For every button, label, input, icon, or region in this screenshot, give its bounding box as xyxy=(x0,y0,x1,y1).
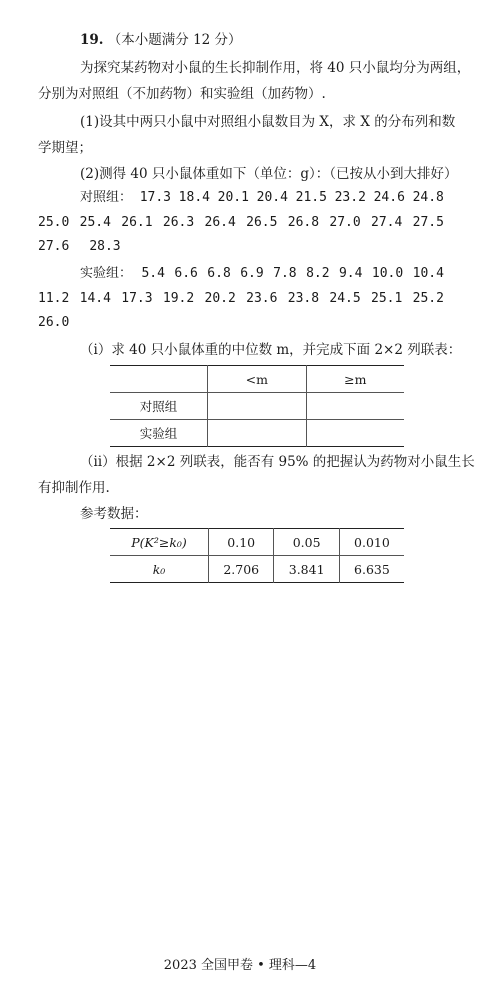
control-value: 18.4 xyxy=(178,190,210,205)
experiment-value: 26.0 xyxy=(38,315,70,330)
control-value: 21.5 xyxy=(295,190,327,205)
control-value: 17.3 xyxy=(139,190,171,205)
experiment-value: 9.4 xyxy=(338,266,363,281)
control-value: 26.1 xyxy=(121,215,153,230)
experiment-value: 10.4 xyxy=(412,266,444,281)
experiment-value: 25.2 xyxy=(412,291,444,306)
intro-line-1: 为探究某药物对小鼠的生长抑制作用，将 40 只小鼠均分为两组， xyxy=(80,60,471,76)
control-value: 27.6 xyxy=(38,239,70,254)
experiment-row-3 xyxy=(38,313,444,333)
table-cell: 0.05 xyxy=(274,529,339,556)
table-cell: 0.10 xyxy=(209,529,274,556)
table-cell: P(K²≥k₀) xyxy=(131,534,187,550)
control-value: 24.8 xyxy=(412,190,444,205)
control-value: 28.3 xyxy=(89,239,121,254)
experiment-value: 6.6 xyxy=(174,266,198,281)
table-cell xyxy=(208,420,306,447)
row-label-experiment: 实验组 xyxy=(110,420,208,447)
table-row xyxy=(110,529,404,556)
control-label: 对照组： xyxy=(80,190,133,205)
control-value: 20.1 xyxy=(217,190,249,205)
page-footer: 2023 全国甲卷 • 理科—4 xyxy=(163,958,317,973)
control-value: 25.4 xyxy=(79,215,111,230)
control-value: 26.4 xyxy=(204,215,236,230)
experiment-value: 23.8 xyxy=(287,291,320,306)
control-value: 27.5 xyxy=(412,215,444,230)
problem-number: 19. xyxy=(80,32,104,48)
table-header-row xyxy=(110,366,404,393)
table-cell xyxy=(110,366,208,393)
problem-header xyxy=(80,30,242,50)
experiment-label: 实验组： xyxy=(80,266,133,281)
table-cell xyxy=(306,393,404,420)
control-value: 26.8 xyxy=(287,215,320,230)
control-value: 26.3 xyxy=(162,215,195,230)
experiment-value: 23.6 xyxy=(246,291,278,306)
sub-question-i: （ⅰ）求 40 只小鼠体重的中位数 m，并完成下面 2×2 列联表： xyxy=(80,342,462,358)
experiment-value: 10.0 xyxy=(371,266,404,281)
experiment-value: 7.8 xyxy=(273,266,297,281)
control-row-2 xyxy=(38,213,444,233)
question-1-line-1: (1)设其中两只小鼠中对照组小鼠数目为 X，求 X 的分布列和数 xyxy=(80,114,456,130)
experiment-value: 6.8 xyxy=(207,266,231,281)
reference-table xyxy=(110,528,404,583)
experiment-value: 19.2 xyxy=(162,291,195,306)
control-row-1 xyxy=(80,188,444,208)
experiment-value: 6.9 xyxy=(240,266,264,281)
table-cell: 6.635 xyxy=(339,556,404,583)
control-value: 20.4 xyxy=(256,190,288,205)
experiment-value: 11.2 xyxy=(38,291,70,306)
control-value: 24.6 xyxy=(373,190,405,205)
sub-question-ii-line-1: （ⅱ）根据 2×2 列联表，能否有 95% 的把握认为药物对小鼠生长 xyxy=(80,454,475,470)
contingency-table xyxy=(110,365,404,447)
control-value: 25.0 xyxy=(38,215,70,230)
experiment-value: 20.2 xyxy=(204,291,236,306)
experiment-row-2 xyxy=(38,289,444,309)
experiment-value: 24.5 xyxy=(329,291,361,306)
intro-line-2: 分别为对照组（不加药物）和实验组（加药物）. xyxy=(38,86,326,102)
reference-label: 参考数据： xyxy=(80,506,148,522)
experiment-row-1 xyxy=(80,264,444,284)
experiment-value: 5.4 xyxy=(141,266,165,281)
sub-question-ii-line-2: 有抑制作用. xyxy=(38,480,110,496)
table-cell: 2.706 xyxy=(209,556,274,583)
experiment-value: 25.1 xyxy=(371,291,403,306)
table-row xyxy=(110,556,404,583)
table-row xyxy=(110,393,404,420)
table-cell: 0.010 xyxy=(339,529,404,556)
question-1-line-2: 学期望； xyxy=(38,140,92,156)
control-value: 23.2 xyxy=(334,190,366,205)
experiment-value: 14.4 xyxy=(79,291,111,306)
question-2-intro: (2)测得 40 只小鼠体重如下（单位：g）：（已按从小到大排好） xyxy=(80,166,458,182)
table-row xyxy=(110,420,404,447)
table-header-less-than-m: <m xyxy=(208,366,306,393)
experiment-value: 8.2 xyxy=(306,266,330,281)
control-row-3 xyxy=(38,237,444,257)
table-cell xyxy=(208,393,306,420)
control-value: 26.5 xyxy=(246,215,278,230)
table-cell xyxy=(306,420,404,447)
table-header-at-least-m: ≥m xyxy=(306,366,404,393)
experiment-value: 17.3 xyxy=(121,291,153,306)
row-label-control: 对照组 xyxy=(110,393,208,420)
table-cell: 3.841 xyxy=(274,556,339,583)
control-value: 27.4 xyxy=(371,215,403,230)
table-cell: k₀ xyxy=(110,556,209,583)
control-value: 27.0 xyxy=(329,215,361,230)
problem-score: （本小题满分 12 分） xyxy=(107,32,242,48)
